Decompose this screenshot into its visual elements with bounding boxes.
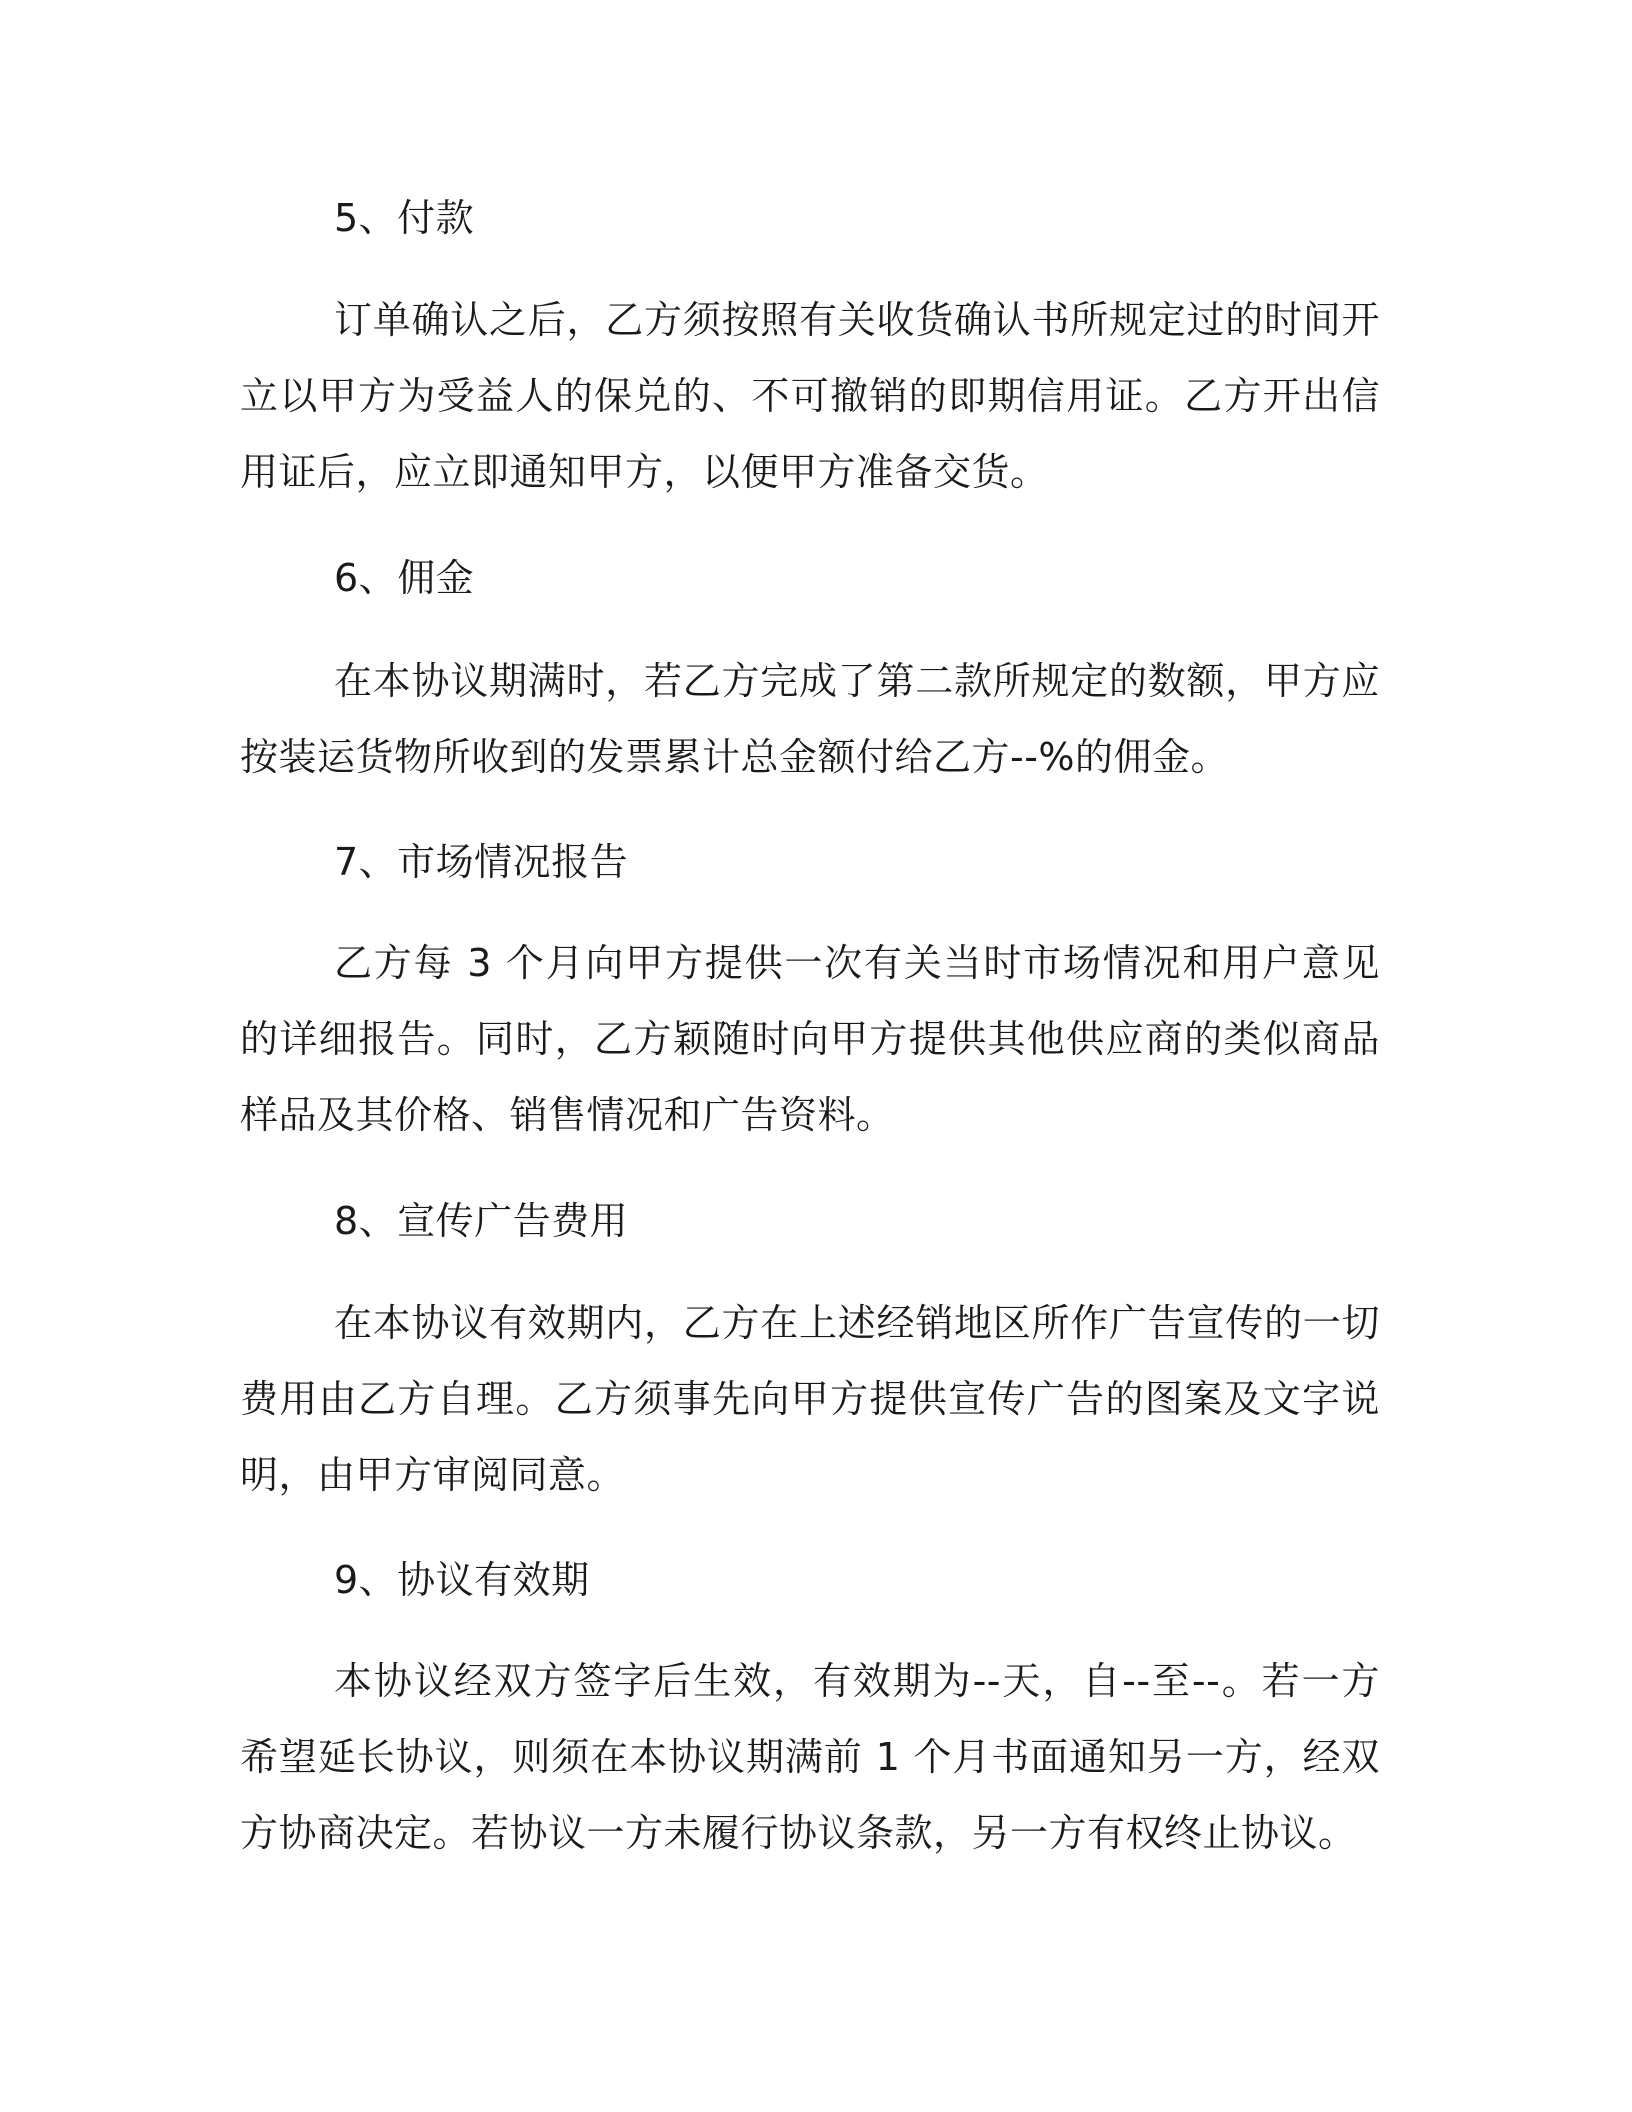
section-body-market-report: 乙方每 3 个月向甲方提供一次有关当时市场情况和用户意见的详细报告。同时，乙方颖随时向甲方提供其他供应商的类似商品样品及其价格、销售情况和广告资料。	[240, 941, 1380, 1137]
section-heading-validity: 9、协议有效期	[334, 1558, 590, 1602]
section-heading-market-report: 7、市场情况报告	[334, 840, 629, 884]
section-body-advertising: 在本协议有效期内，乙方在上述经销地区所作广告宣传的一切费用由乙方自理。乙方须事先向甲方提供宣传广告的图案及文字说明，由甲方审阅同意。	[240, 1301, 1380, 1497]
section-heading-commission: 6、佣金	[334, 556, 475, 600]
section-body-validity: 本协议经双方签字后生效，有效期为--天，自--至--。若一方希望延长协议，则须在本协议期满前 1 个月书面通知另一方，经双方协商决定。若协议一方未履行协议条款，另一方有权终止协议。	[240, 1659, 1380, 1855]
section-heading-advertising: 8、宣传广告费用	[334, 1199, 629, 1243]
section-body-payment: 订单确认之后，乙方须按照有关收货确认书所规定过的时间开立以甲方为受益人的保兑的、不可撤销的即期信用证。乙方开出信用证后，应立即通知甲方，以便甲方准备交货。	[240, 298, 1380, 494]
section-body-commission: 在本协议期满时，若乙方完成了第二款所规定的数额，甲方应按装运货物所收到的发票累计总金额付给乙方--%的佣金。	[240, 659, 1380, 779]
section-heading-payment: 5、付款	[334, 196, 475, 240]
document-page	[240, 0, 1380, 2112]
